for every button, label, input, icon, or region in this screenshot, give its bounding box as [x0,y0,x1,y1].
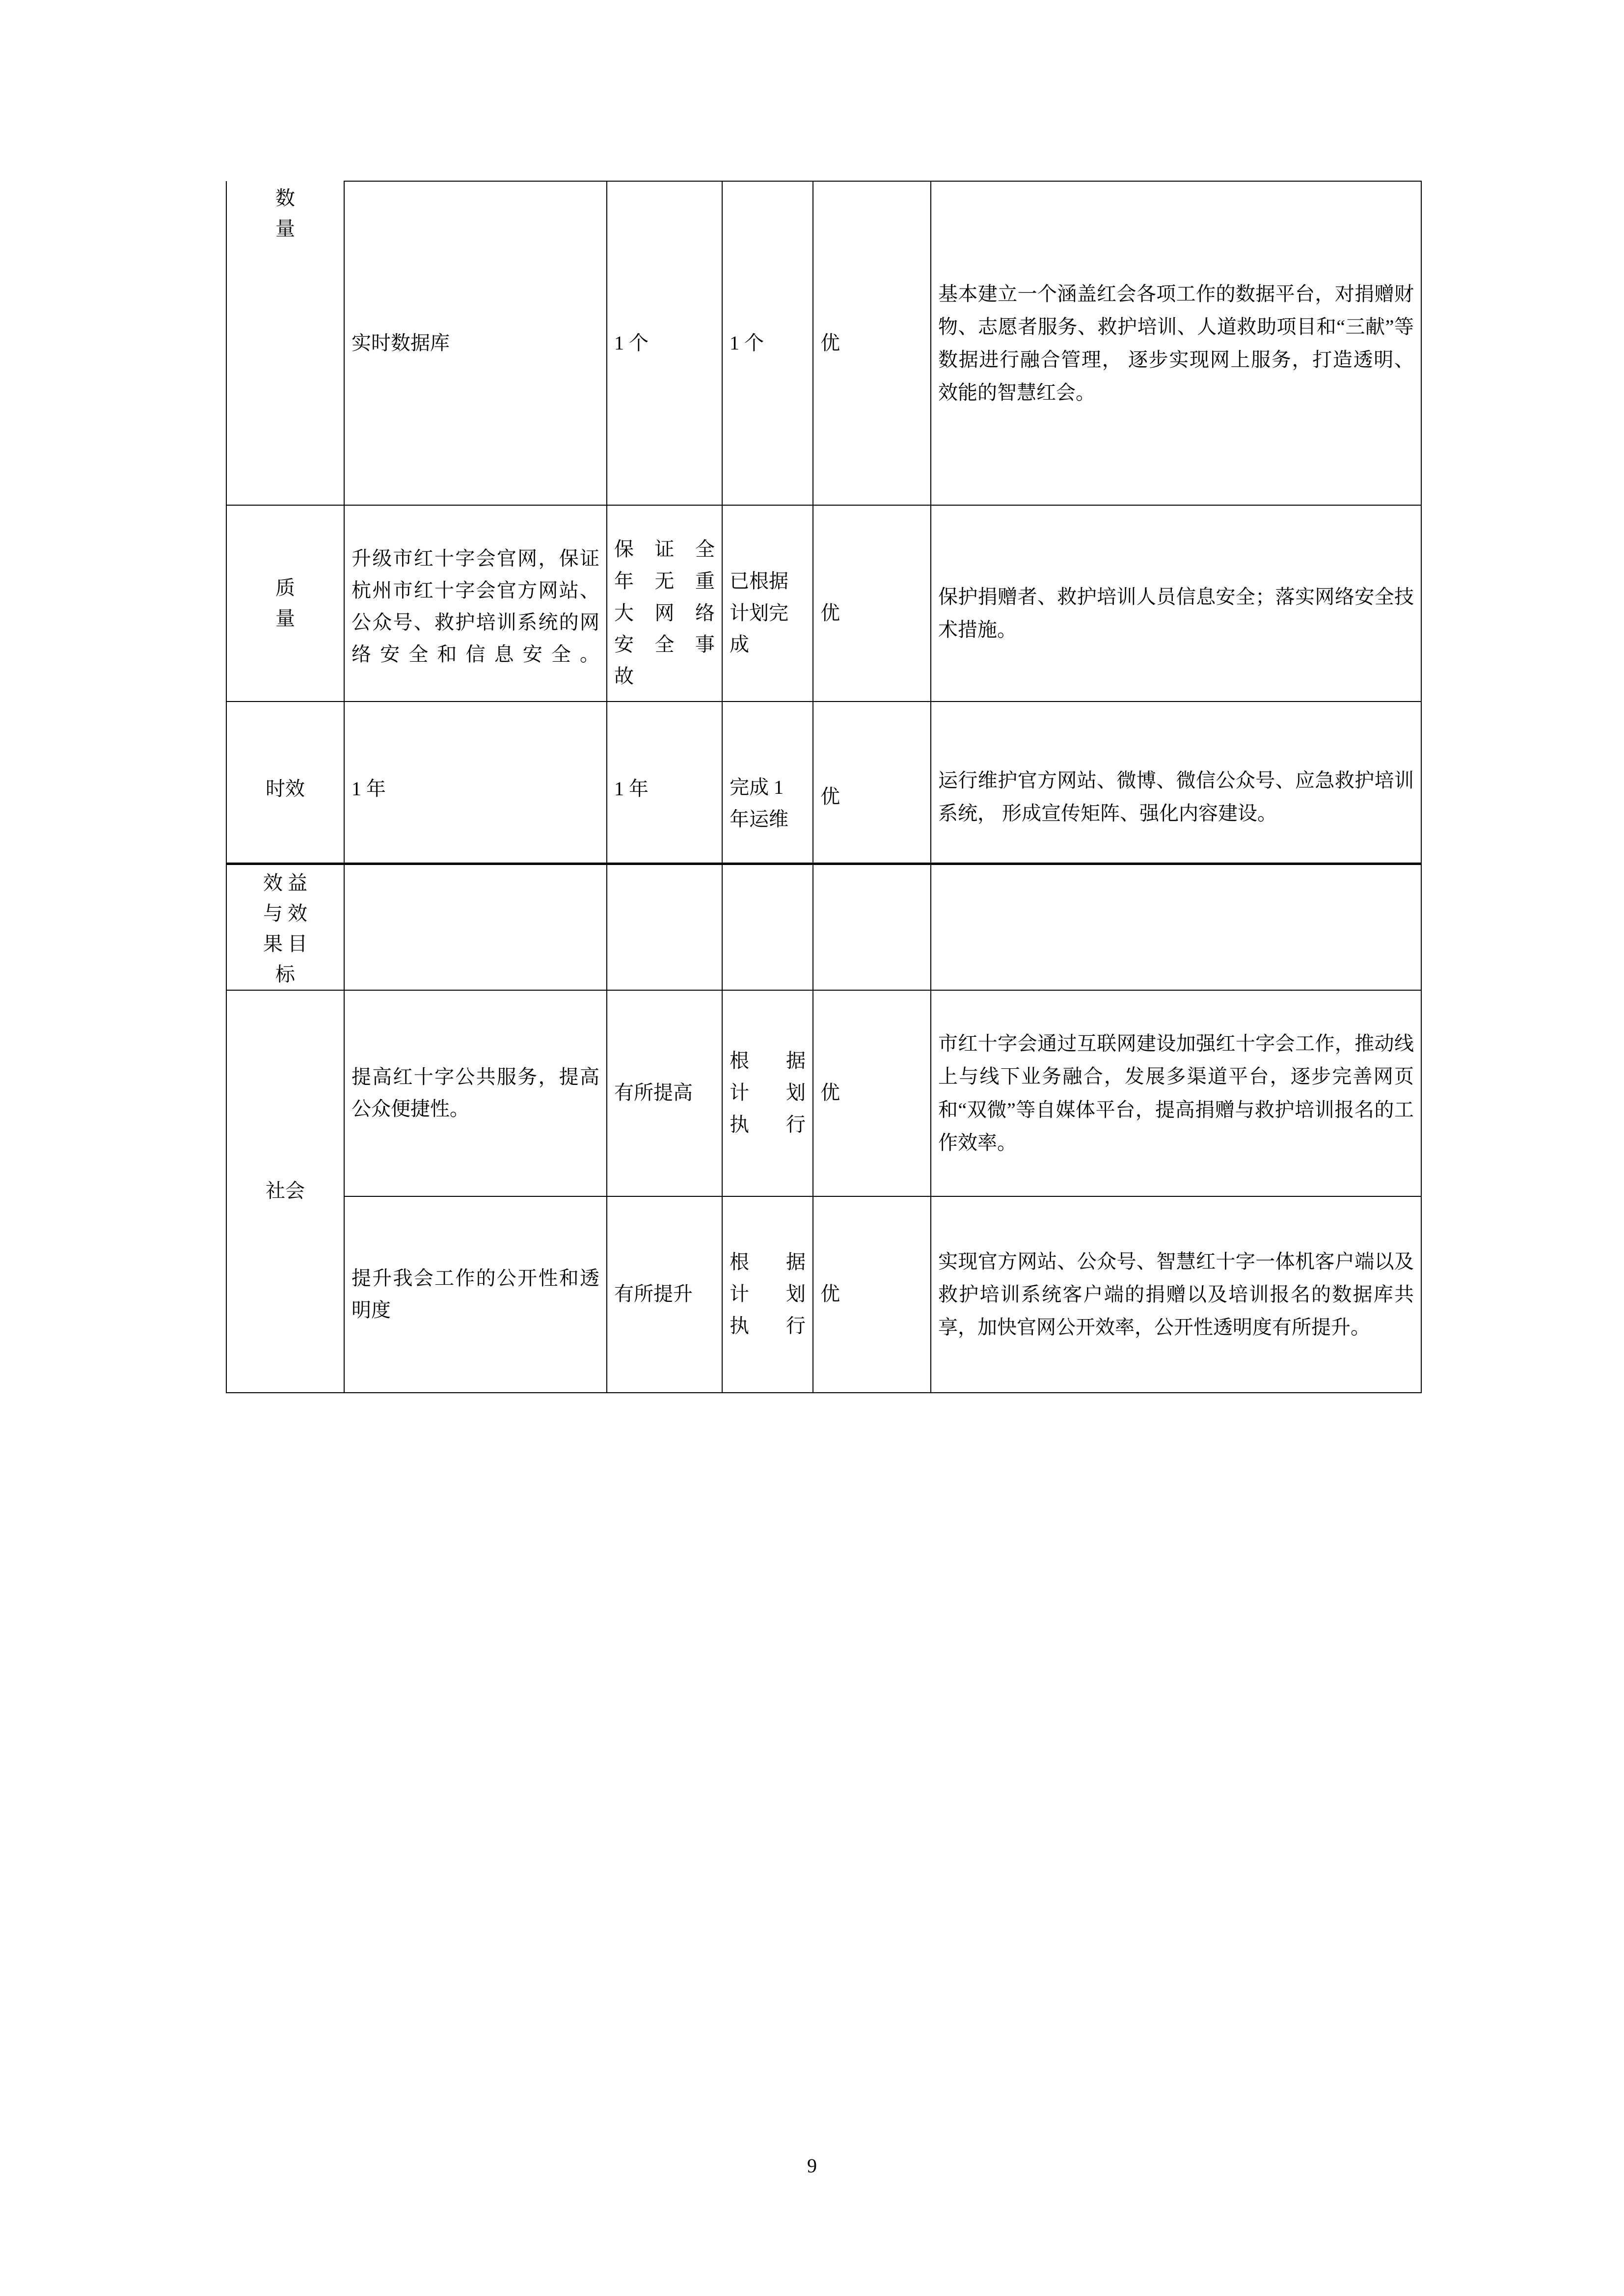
indicator-actual-social-1 [722,990,813,1196]
indicator-name-benefit-target [344,864,607,990]
indicator-target-timeliness: 1 年 [607,702,722,864]
performance-indicator-table [226,181,1422,1393]
table-row [226,181,1421,505]
row-label-social: 社会 [226,990,344,1393]
indicator-name-social-1: 提高红十字公共服务，提高公众便捷性。 [344,990,607,1196]
indicator-actual-social-2 [722,1196,813,1393]
indicator-name-timeliness: 1 年 [344,702,607,864]
table-row [226,1196,1421,1393]
indicator-description-timeliness: 运行维护官方网站、微博、微信公众号、应急救护培训系统， 形成宣传矩阵、强化内容建设。 [931,702,1421,864]
indicator-description-quality: 保护捐赠者、救护培训人员信息安全；落实网络安全技术措施。 [931,505,1421,702]
indicator-grade-social-1: 优 [813,990,931,1196]
actual-line: 执 行 [730,1314,806,1337]
table-row [226,505,1421,702]
actual-line: 计 划 [730,1283,806,1305]
indicator-description-benefit-target [931,864,1421,990]
actual-line: 执 行 [730,1113,806,1135]
row-label-quality [226,505,344,702]
indicator-grade-timeliness: 优 [813,702,931,864]
indicator-actual-benefit-target [722,864,813,990]
actual-line: 根 据 [730,1050,806,1072]
row-label-quantity [226,181,344,505]
indicator-description-quantity: 基本建立一个涵盖红会各项工作的数据平台，对捐赠财物、志愿者服务、救护培训、人道救助项目和“三献”等数据进行融合管理， 逐步实现网上服务，打造透明、效能的智慧红会。 [931,181,1421,505]
target-line: 故 [614,665,634,688]
indicator-description-social-1: 市红十字会通过互联网建设加强红十字会工作，推动线上与线下业务融合，发展多渠道平台，逐步完善网页和“双微”等自媒体平台，提高捐赠与救护培训报名的工作效率。 [931,990,1421,1196]
table-row [226,990,1421,1196]
target-line: 安 全 事 [614,633,715,656]
indicator-name-social-2: 提升我会工作的公开性和透明度 [344,1196,607,1393]
indicator-grade-quantity: 优 [813,181,931,505]
row-label-line: 量 [275,607,295,629]
indicator-target-quality [607,505,722,702]
indicator-grade-social-2: 优 [813,1196,931,1393]
indicator-target-social-2: 有所提升 [607,1196,722,1393]
indicator-actual-timeliness: 完成 1 年运维 [722,702,813,864]
indicator-name-quality: 升级市红十字会官网，保证杭州市红十字会官方网站、公众号、救护培训系统的网络安全和信息安全。 [344,505,607,702]
table-row [226,864,1421,990]
indicator-grade-benefit-target [813,864,931,990]
row-label-line: 标 [275,963,295,985]
row-label-line: 质 [275,577,295,599]
indicator-grade-quality: 优 [813,505,931,702]
page-number: 9 [807,2155,817,2177]
row-label-line: 数 [275,187,295,209]
row-label-line: 量 [275,217,295,240]
indicator-target-social-1: 有所提高 [607,990,722,1196]
target-line: 年 无 重 [614,569,715,592]
actual-line: 计 划 [730,1081,806,1104]
row-label-line: 与 效 [263,902,307,924]
indicator-actual-quality: 已根据计划完成 [722,505,813,702]
performance-indicator-table-wrapper [226,181,1421,1393]
indicator-target-quantity: 1 个 [607,181,722,505]
table-row [226,702,1421,864]
target-line: 大 网 络 [614,601,715,624]
indicator-actual-quantity: 1 个 [722,181,813,505]
indicator-name-quantity: 实时数据库 [344,181,607,505]
indicator-target-benefit-target [607,864,722,990]
target-line: 保 证 全 [614,538,715,560]
row-label-line: 效 益 [263,871,307,894]
row-label-benefit-target [226,864,344,990]
row-label-timeliness: 时效 [226,702,344,864]
indicator-description-social-2: 实现官方网站、公众号、智慧红十字一体机客户端以及救护培训系统客户端的捐赠以及培训报名的数据库共 享，加快官网公开效率，公开性透明度有所提升。 [931,1196,1421,1393]
row-label-line: 果 目 [263,932,307,955]
actual-line: 根 据 [730,1251,806,1273]
